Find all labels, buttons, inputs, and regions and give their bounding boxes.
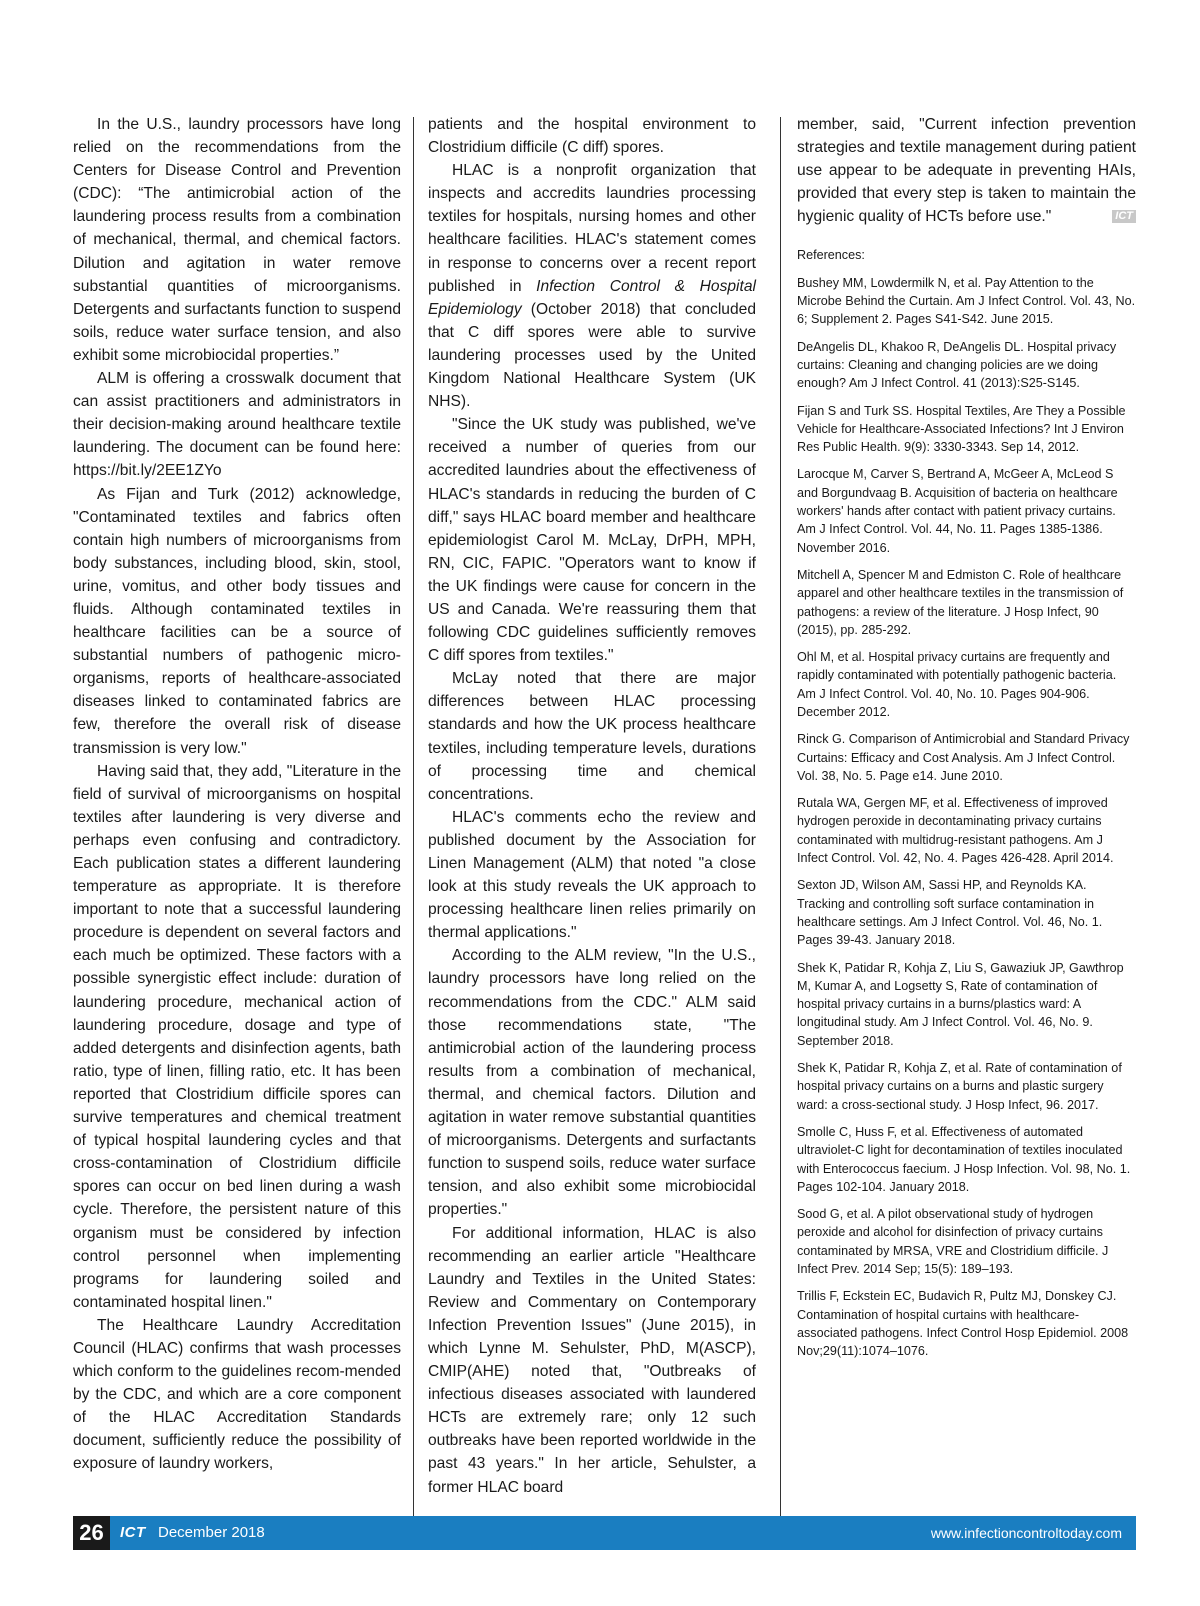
- website-link[interactable]: www.infectioncontroltoday.com: [930, 1525, 1122, 1541]
- paragraph: [797, 113, 1136, 228]
- paragraph: As Fijan and Turk (2012) acknowledge, "Contaminated textiles and fabrics often contain high numbers of microorganisms from body substances, including blood, skin, stool, urine, vomitus, and other body tissues and fluids. Although contaminated textiles in healthcare facilities can be a source of substantial numbers of pathogenic micro-organisms, reports of healthcare-associated diseases linked to contaminated fabrics are few, therefore the overall risk of disease transmission is very low.": [73, 485, 401, 757]
- reference-item: Mitchell A, Spencer M and Edmiston C. Role of healthcare apparel and other healthcare textiles in the transmission of pathogens: a review of the literature. J Hosp Infect, 90 (2015), pp. 285-292.: [797, 567, 1124, 637]
- page-footer: [73, 1516, 1136, 1550]
- paragraph: [428, 159, 756, 413]
- reference-item: Fijan S and Turk SS. Hospital Textiles, Are They a Possible Vehicle for Healthcare-Associated Infections? Int J Environ Res Public Health. 9(9): 3330-3343. Sep 14, 2012.: [797, 403, 1126, 455]
- paragraph: ALM is offering a crosswalk document that can assist practitioners and administrators in their decision-making around healthcare textile laundering. The document can be found here: https://bit.ly/2EE1ZYo: [73, 370, 401, 480]
- paragraph-text: HLAC is a nonprofit organization that inspects and accredits laundries processing textiles for hospitals, nursing homes and other healthcare facilities. HLAC's statement comes in response to concerns over a recent report published in: [428, 162, 756, 295]
- article-column-2: [428, 113, 756, 1499]
- reference-item: Rutala WA, Gergen MF, et al. Effectiveness of improved hydrogen peroxide in decontaminating privacy curtains contaminated with multidrug-resistant pathogens. Am J Infect Control. Vol. 42, No. 4. Pages 426-428. April 2014.: [797, 796, 1114, 866]
- paragraph-text: member, said, "Current infection prevention strategies and textile management during patient use appear to be adequate in preventing HAIs, provided that every step is taken to maintain the hygienic quality of HCTs before use.": [797, 116, 1136, 226]
- reference-item: Sexton JD, Wilson AM, Sassi HP, and Reynolds KA. Tracking and controlling soft surface contamination in healthcare settings. Am J Infect Control. Vol. 46, No. 1. Pages 39-43. January 2018.: [797, 878, 1103, 948]
- paragraph: HLAC's comments echo the review and published document by the Association for Linen Management (ALM) that noted "a close look at this study reveals the UK approach to processing healthcare linen relies primarily on thermal applications.": [428, 808, 756, 942]
- references-list: [797, 246, 1136, 1360]
- column-divider: [780, 117, 781, 1529]
- paragraph: According to the ALM review, "In the U.S., laundry processors have long relied on the recommendations from the CDC." ALM said those recommendations state, "The antimicrobial action of the laundering process results from a combination of mechanical, thermal, and chemical factors. Dilution and agitation in water remove substantial quantities of microorganisms. Detergents and surfactants function to suspend soils, reduce water surface tension, and also exhibit some microbiocidal properties.": [428, 947, 756, 1219]
- article-column-3: [797, 113, 1136, 1370]
- reference-item: Smolle C, Huss F, et al. Effectiveness of automated ultraviolet-C light for decontamination of textiles inoculated with Enterococcus faecium. J Hosp Infection. Vol. 98, No. 1. Pages 102-104. January 2018.: [797, 1124, 1131, 1194]
- reference-item: Shek K, Patidar R, Kohja Z, et al. Rate of contamination of hospital privacy curtains on a burns and plastic surgery ward: a cross-sectional study. J Hosp Infect, 96. 2017.: [797, 1061, 1122, 1112]
- paragraph: McLay noted that there are major differences between HLAC processing standards and how the UK process healthcare textiles, including temperature levels, durations of processing time and chemical concentrations.: [428, 670, 756, 803]
- paragraph: patients and the hospital environment to Clostridium difficile (C diff) spores.: [428, 116, 756, 157]
- reference-item: Rinck G. Comparison of Antimicrobial and Standard Privacy Curtains: Efficacy and Cost Analysis. Am J Infect Control. Vol. 38, No. 5. Page e14. June 2010.: [797, 732, 1130, 783]
- reference-item: Trillis F, Eckstein EC, Budavich R, Pultz MJ, Donskey CJ. Contamination of hospital curtains with healthcare-associated pathogens. Infect Control Hosp Epidemiol. 2008 Nov;29(11):1074–1076.: [797, 1289, 1129, 1359]
- paragraph: The Healthcare Laundry Accreditation Council (HLAC) confirms that wash processes which conform to the guidelines recom-mended by the CDC, and which are a core component of the HLAC Accreditation Standards document, sufficiently reduce the possibility of exposure of laundry workers,: [73, 1316, 401, 1473]
- paragraph: In the U.S., laundry processors have long relied on the recommendations from the Centers for Disease Control and Prevention (CDC): “The antimicrobial action of the laundering process results from a combination of mechanical, thermal, and chemical factors. Dilution and agitation in water remove substantial quantities of microorganisms. Detergents and surfactants function to suspend soils, reduce water surface tension, and also exhibit some microbiocidal properties.”: [73, 116, 401, 364]
- reference-item: DeAngelis DL, Khakoo R, DeAngelis DL. Hospital privacy curtains: Cleaning and changing policies are we doing enough? Am J Infect Control. 41 (2013):S25-S145.: [797, 339, 1117, 391]
- paragraph-text: (October 2018) that concluded that C diff spores were able to survive laundering processes used by the United Kingdom National Healthcare System (UK NHS).: [428, 300, 756, 411]
- paragraph: For additional information, HLAC is also recommending an earlier article "Healthcare Laundry and Textiles in the United States: Review and Commentary on Contemporary Infection Prevention Issues" (June 2015), in which Lynne M. Sehulster, PhD, M(ASCP), CMIP(AHE) noted that, "Outbreaks of infectious diseases associated with laundered HCTs are extremely rare; only 12 such outbreaks have been reported worldwide in the past 43 years." In her article, Sehulster, a former HLAC board: [428, 1224, 756, 1496]
- end-mark-logo: ICT: [1112, 210, 1136, 223]
- article-column-1: [73, 113, 401, 1476]
- column-divider: [413, 117, 414, 1529]
- reference-item: Shek K, Patidar R, Kohja Z, Liu S, Gawaziuk JP, Gawthrop M, Kumar A, and Logsetty S, Rate of contamination of hospital privacy curtains in a burns/plastics ward: A longitudinal study. Am J Infect Control. Vol. 46, No. 9. September 2018.: [797, 960, 1124, 1048]
- paragraph: "Since the UK study was published, we've received a number of queries from our accredited laundries about the effectiveness of HLAC's standards in reducing the burden of C diff," says HLAC board member and healthcare epidemiologist Carol M. McLay, DrPH, MPH, RN, CIC, FAPIC. "Operators want to know if the UK findings were cause for concern in the US and Canada. We're reassuring them that following CDC guidelines sufficiently removes C diff spores from textiles.": [428, 416, 756, 665]
- reference-item: Sood G, et al. A pilot observational study of hydrogen peroxide and alcohol for disinfection of privacy curtains contaminated by MRSA, VRE and Clostridium difficile. J Infect Prev. 2014 Sep; 15(5): 189–193.: [797, 1207, 1109, 1277]
- journal-title: Infection Control & Hospital Epidemiology: [428, 277, 756, 318]
- reference-item: Bushey MM, Lowdermilk N, et al. Pay Attention to the Microbe Behind the Curtain. Am J Infect Control. Vol. 43, No. 6; Supplement 2. Pages S41-S42. June 2015.: [797, 275, 1136, 327]
- issue-date: December 2018: [158, 1524, 265, 1541]
- reference-item: Larocque M, Carver S, Bertrand A, McGeer A, McLeod S and Borgundvaag B. Acquisition of bacteria on healthcare workers' hands after contact with patient privacy curtains. Am J Infect Control. Vol. 44, No. 11. Pages 1385-1386. November 2016.: [797, 467, 1118, 555]
- paragraph: Having said that, they add, "Literature in the field of survival of microorganisms on hospital textiles after laundering is very diverse and perhaps even confusing and contradictory. Each publication states a different laundering temperature as appropriate. It is therefore important to note that a successful laundering procedure is dependent on several factors and each much be optimized. These factors with a possible synergistic effect include: duration of laundering procedure, mechanical action of laundering procedure, dosage and type of added detergents and disinfection agents, bath ratio, type of linen, filling ratio, etc. It has been reported that Clostridium difficile spores can survive temperatures and chemical treatment of typical hospital laundering cycles and that cross-contamination of Clostridium difficile spores can occur on bed linen during a wash cycle. Therefore, the persistent nature of this organism must be considered by infection control personnel when implementing programs for laundering soiled and contaminated hospital linen.": [73, 762, 401, 1311]
- page-number: 26: [73, 1516, 110, 1550]
- references-heading: References:: [797, 248, 865, 263]
- footer-logo: ICT: [120, 1524, 146, 1541]
- reference-item: Ohl M, et al. Hospital privacy curtains are frequently and rapidly contaminated with potentially pathogenic bacteria. Am J Infect Control. Vol. 40, No. 10. Pages 904-906. December 2012.: [797, 650, 1117, 719]
